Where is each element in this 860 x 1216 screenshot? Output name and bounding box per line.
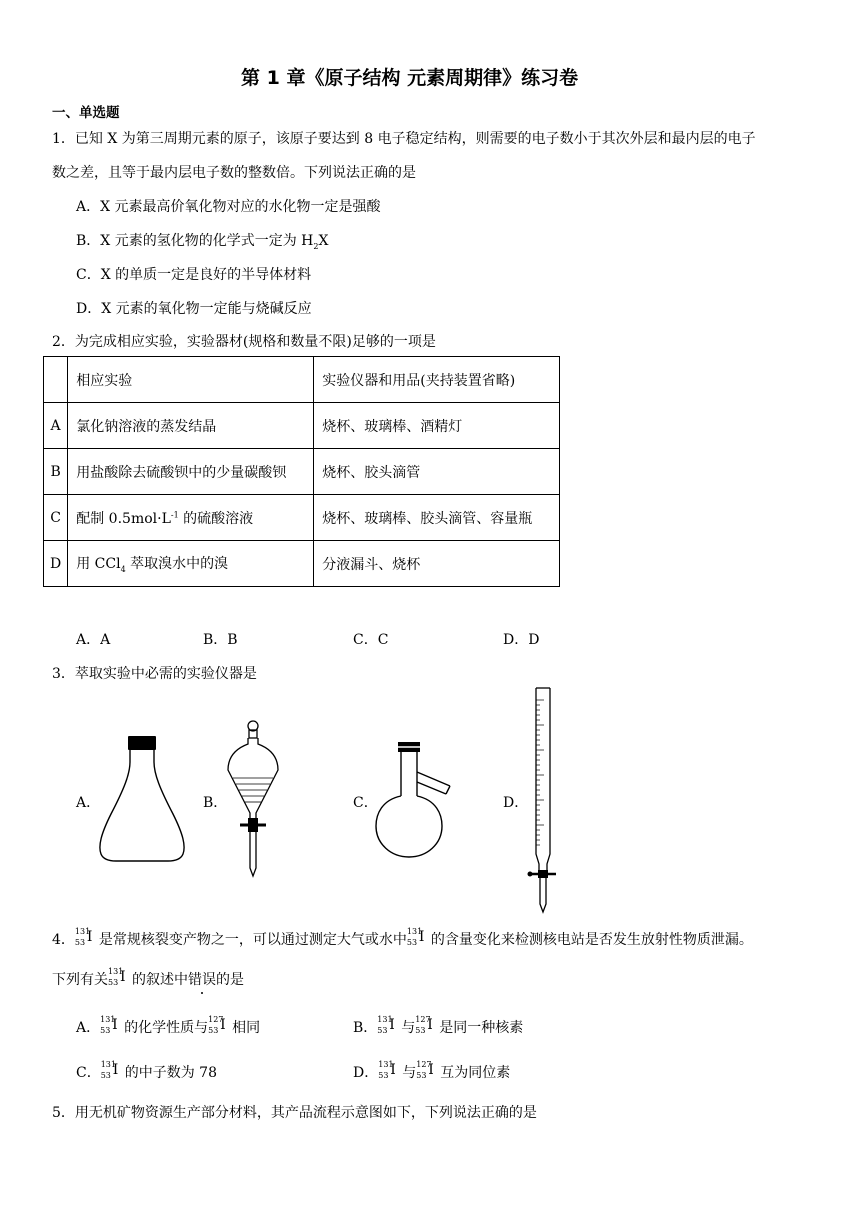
q1-option-a: A．X 元素最高价氧化物对应的水化物一定是强酸 [76, 199, 381, 215]
table-row [44, 495, 560, 541]
q5-stem: 5．用无机矿物资源生产部分材料，其产品流程示意图如下，下列说法正确的是 [52, 1105, 537, 1121]
table-header-tools: 实验仪器和用品(夹持装置省略) [314, 357, 560, 403]
q1-stem-line2: 数之差，且等于最内层电子数的整数倍。下列说法正确的是 [52, 165, 416, 181]
q2-answer-a: A．A [76, 632, 111, 648]
q3-label-a: A． [76, 795, 101, 811]
isotope-i131: 131 53 I [406, 927, 425, 947]
isotope-i131: 131 53 I [377, 1015, 395, 1035]
q2-answer-b: B．B [203, 632, 238, 648]
burette-icon [524, 686, 564, 916]
table-row [44, 541, 560, 587]
row-experiment: 用盐酸除去硫酸钡中的少量碳酸钡 [68, 449, 314, 495]
q2-table [43, 356, 560, 587]
q1-option-c: C．X 的单质一定是良好的半导体材料 [76, 267, 312, 283]
q4-stem-line1: 4． 131 53 I 是常规核裂变产物之一，可以通过测定大气或水中 131 53 I 的含量变化来检测核电站是否发生放射性物质泄漏。 [52, 927, 753, 948]
distilling-flask-icon [374, 738, 456, 860]
q3-label-c: C． [353, 795, 378, 811]
q1-option-d: D．X 元素的氧化物一定能与烧碱反应 [76, 301, 312, 317]
row-tools: 烧杯、胶头滴管 [314, 449, 560, 495]
erlenmeyer-flask-icon [96, 734, 188, 864]
isotope-i131: 131 53 I [100, 1060, 119, 1080]
row-label: B [44, 449, 68, 495]
isotope-i127: 127 53 I [416, 1060, 434, 1080]
table-header-experiment: 相应实验 [68, 357, 314, 403]
page-title: 第 1 章《原子结构 元素周期律》练习卷 [241, 67, 579, 89]
isotope-i131: 131 53 I [378, 1060, 396, 1080]
table-header-row [44, 357, 560, 403]
q4-option-b: B． 131 53 I 与 127 53 I 是同一种核素 [353, 1015, 524, 1036]
isotope-i127: 127 53 I [415, 1015, 433, 1035]
q4-option-c: C． 131 53 I 的中子数为 78 [76, 1060, 217, 1081]
table-cell [44, 357, 68, 403]
row-tools: 分液漏斗、烧杯 [314, 541, 560, 587]
row-experiment: 氯化钠溶液的蒸发结晶 [68, 403, 314, 449]
q2-answer-d: D．D [503, 632, 540, 648]
isotope-i131: 131 53 I [108, 967, 126, 987]
q2-stem: 2．为完成相应实验，实验器材(规格和数量不限)足够的一项是 [52, 334, 436, 350]
q4-option-a: A． 131 53 I 的化学性质与 127 53 I 相同 [76, 1015, 261, 1036]
row-label: A [44, 403, 68, 449]
row-experiment: 用 CCl$_4$ 萃取溴水中的溴 [68, 541, 314, 587]
row-tools: 烧杯、玻璃棒、胶头滴管、容量瓶 [314, 495, 560, 541]
isotope-i131: 131 53 I [100, 1015, 118, 1035]
q3-label-d: D． [503, 795, 529, 811]
q4-stem-line2: 下列有关 131 53 I 的叙述中错误的是 [52, 967, 244, 988]
row-experiment: 配制 $0.5mol\cdot L^{-1}$ 的硫酸溶液 [68, 495, 314, 541]
row-label: D [44, 541, 68, 587]
q3-label-b: B． [203, 795, 228, 811]
isotope-i131: 131 53 I [74, 927, 93, 947]
separatory-funnel-icon [222, 718, 284, 878]
isotope-i127: 127 53 I [208, 1015, 226, 1035]
row-label: C [44, 495, 68, 541]
q4-option-d: D． 131 53 I 与 127 53 I 互为同位素 [353, 1060, 511, 1081]
q1-stem-line1: 1．已知 X 为第三周期元素的原子，该原子要达到 8 电子稳定结构，则需要的电子数小于其次外层和最内层的电子 [52, 131, 756, 147]
q2-answer-c: C．C [353, 632, 389, 648]
row-tools: 烧杯、玻璃棒、酒精灯 [314, 403, 560, 449]
table-row [44, 403, 560, 449]
q1-option-b: B．X 元素的氢化物的化学式一定为 $H_2X$ [76, 233, 329, 251]
section-heading: 一、单选题 [52, 105, 120, 121]
emphasis-dots: 错误 [188, 972, 216, 988]
q3-stem: 3．萃取实验中必需的实验仪器是 [52, 666, 257, 682]
table-row [44, 449, 560, 495]
